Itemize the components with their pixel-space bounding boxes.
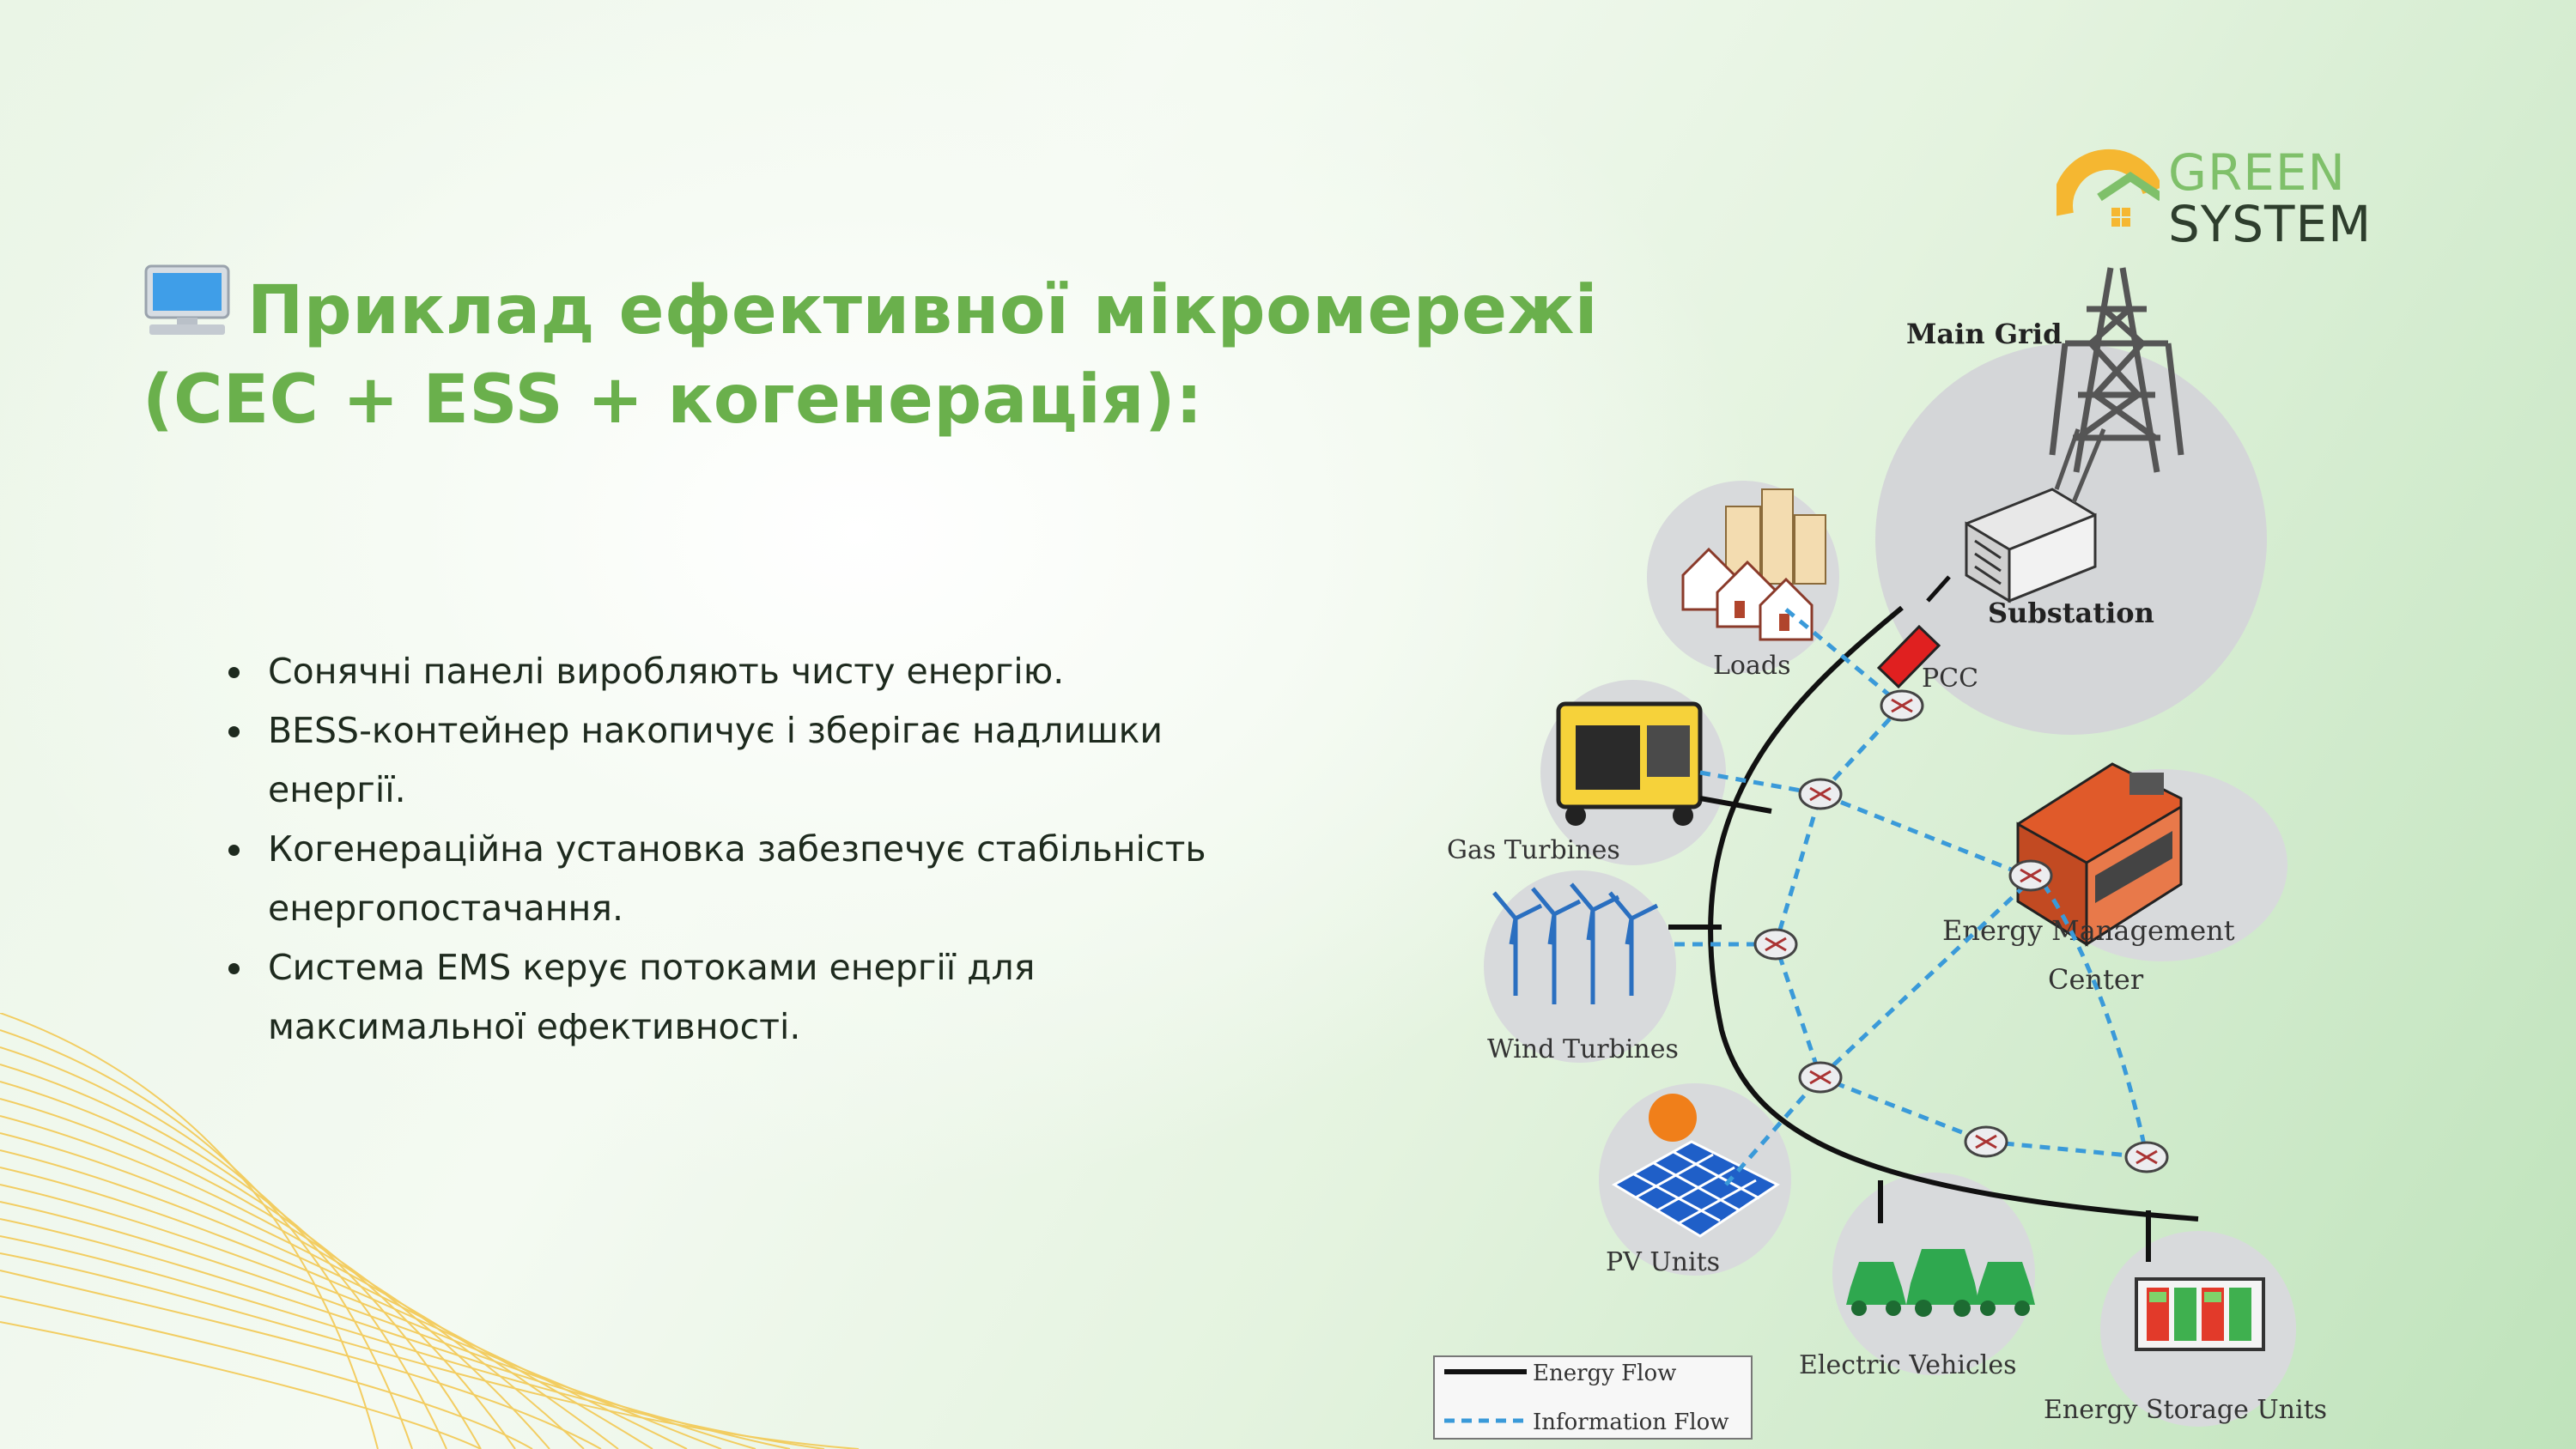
loads-label: Loads bbox=[1713, 651, 1791, 681]
diagram-legend bbox=[1434, 1356, 1752, 1439]
list-item: BESS-контейнер накопичує і зберігає надлишки енергії. bbox=[225, 701, 1255, 820]
logo-system-text: SYSTEM bbox=[2168, 195, 2372, 253]
list-item: Сонячні панелі виробляють чисту енергію. bbox=[225, 642, 1255, 701]
ems-label-2: Center bbox=[2048, 963, 2144, 996]
main-grid-label: Main Grid bbox=[1906, 318, 2063, 350]
battery-storage-icon bbox=[2136, 1279, 2263, 1349]
pcc-label: PCC bbox=[1922, 664, 1979, 694]
generator-icon bbox=[1558, 704, 1700, 826]
energy-storage-units-label: Energy Storage Units bbox=[2044, 1395, 2328, 1425]
decorative-waves bbox=[0, 1013, 945, 1449]
title-text-1: Приклад ефективної мікромережі bbox=[247, 272, 1598, 349]
bullet-list bbox=[225, 642, 1255, 1057]
list-item: Система EMS керує потоками енергії для максимальної ефективності. bbox=[225, 938, 1255, 1057]
microgrid-diagram bbox=[1425, 258, 2361, 1442]
list-item: Когенераційна установка забезпечує стабільність енергопостачання. bbox=[225, 820, 1255, 938]
gas-turbines-label: Gas Turbines bbox=[1447, 835, 1620, 865]
title-line-2: (СЕС + ESS + когенерація): bbox=[143, 361, 1203, 439]
energy-flow-legend-label: Energy Flow bbox=[1533, 1361, 1677, 1386]
pv-units-label: PV Units bbox=[1606, 1247, 1721, 1277]
desktop-computer-icon bbox=[143, 264, 232, 336]
green-system-logo bbox=[2057, 143, 2383, 253]
wind-turbines-label: Wind Turbines bbox=[1487, 1034, 1679, 1064]
sun-house-icon bbox=[2057, 148, 2160, 233]
electric-vehicles-label: Electric Vehicles bbox=[1799, 1350, 2017, 1380]
ems-label-1: Energy Management bbox=[1942, 914, 2235, 947]
logo-green-text: GREEN bbox=[2168, 143, 2346, 202]
information-flow-legend-label: Information Flow bbox=[1533, 1410, 1729, 1435]
substation-label: Substation bbox=[1988, 597, 2154, 629]
